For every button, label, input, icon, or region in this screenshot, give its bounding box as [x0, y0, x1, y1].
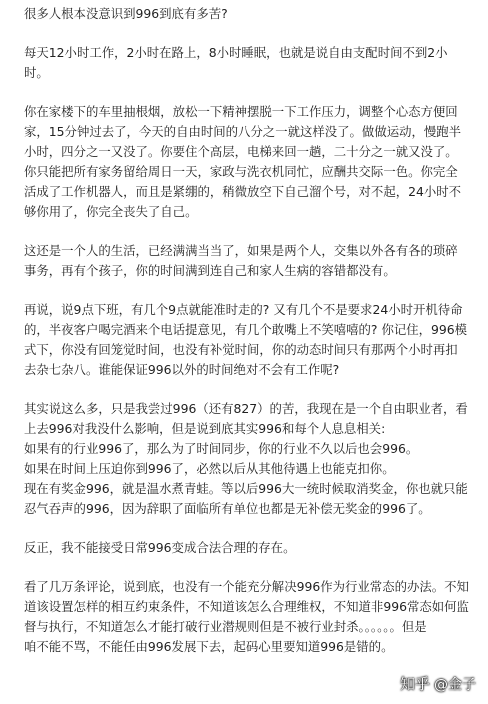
- paragraph-line: 如果有的行业996了，那么为了时间同步，你的行业不久以后也会996。: [24, 441, 419, 456]
- paragraph-line: 现在有奖金996，就是温水煮青蛙。等以后996大一统时候取消奖金，你也就只能: [24, 481, 468, 496]
- paragraph-line: 你在家楼下的车里抽根烟，放松一下精神摆脱一下工作压力，调整个心态方便回: [24, 104, 458, 119]
- paragraph-line: 去杂七杂八。谁能保证996以外的时间绝对不会有工作呢?: [24, 362, 340, 377]
- zhihu-watermark: [400, 673, 476, 694]
- paragraph-line: 这还是一个人的生活，已经满满当当了，如果是两个人，交集以外各有各的琐碎: [24, 243, 458, 258]
- paragraph: [24, 300, 478, 380]
- paragraph-line: 小时，四分之一又没了。你要住个高层，电梯来回一趟，二十分之一就又没了。: [24, 144, 458, 159]
- paragraph-line: 如果在时间上压迫你到996了，必然以后从其他待遇上也能克扣你。: [24, 461, 395, 476]
- paragraph-line: 忍气吞声的996，因为辞职了面临所有单位也都是无补偿无奖金的996了。: [24, 501, 431, 516]
- paragraph-line: 式下，你没有回笼觉时间，也没有补觉时间，你的动态时间只有那两个小时再扣: [24, 342, 458, 357]
- paragraph-line: 上去996对我没什么影响，但是说到底其实996和每个人息息相关:: [24, 421, 386, 436]
- paragraph-line: 道该设置怎样的相互约束条件，不知道该怎么合理维权，不知道非996常态如何监: [24, 599, 469, 614]
- watermark-author: @金子: [434, 676, 476, 693]
- paragraph-line: 反正，我不能接受日常996变成合法合理的存在。: [24, 540, 296, 555]
- paragraph-line: 看了几万条评论，说到底，也没有一个能充分解决996作为行业常态的办法。不知: [24, 579, 469, 594]
- paragraph-line: 再说，说9点下班，有几个9点就能准时走的? 又有几个不是要求24小时开机待命: [24, 302, 463, 317]
- paragraph: [24, 43, 478, 83]
- paragraph-line: 事务，再有个孩子，你的时间满到连自己和家人生病的容错都没有。: [24, 263, 396, 278]
- paragraph-line: 的，半夜客户喝完酒来个电话提意见，有几个敢嘴上不笑嘻嘻的? 你记住，996模: [24, 322, 468, 337]
- paragraph-line: 咱不能不骂，不能任由996发展下去，起码心里要知道996是错的。: [24, 639, 394, 654]
- paragraph: [24, 538, 478, 558]
- paragraph-line: 督与执行，不知道怎么才能打破行业潜规则但是不被行业封杀。。。。。。但是: [24, 619, 427, 634]
- paragraph-line: 你只能把所有家务留给周日一天，家政与洗衣机同忙，应酬共交际一色。你完全: [24, 164, 458, 179]
- paragraph: [24, 241, 478, 281]
- paragraph-line: 活成了工作机器人，而且是紧绷的，稍微放空下自己溜个号，对不起，24小时不: [24, 184, 462, 199]
- watermark-site: 知乎: [399, 675, 430, 693]
- paragraph: [24, 4, 478, 24]
- paragraph-line: 每天12小时工作，2小时在路上，8小时睡眠，也就是说自由支配时间不到2小: [24, 45, 448, 60]
- paragraph: [24, 102, 478, 222]
- paragraph-line: 时。: [24, 65, 49, 80]
- paragraph-line: 其实说这么多，只是我尝过996（还有827）的苦，我现在是一个自由职业者，看: [24, 401, 468, 416]
- paragraph: [24, 399, 478, 519]
- paragraph-line: 家，15分钟过去了，今天的自由时间的八分之一就这样没了。做做运动，慢跑半: [24, 124, 462, 139]
- paragraph-line: 很多人根本没意识到996到底有多苦?: [24, 6, 228, 21]
- paragraph-line: 够你用了，你完全丧失了自己。: [24, 204, 198, 219]
- paragraph: [24, 577, 478, 657]
